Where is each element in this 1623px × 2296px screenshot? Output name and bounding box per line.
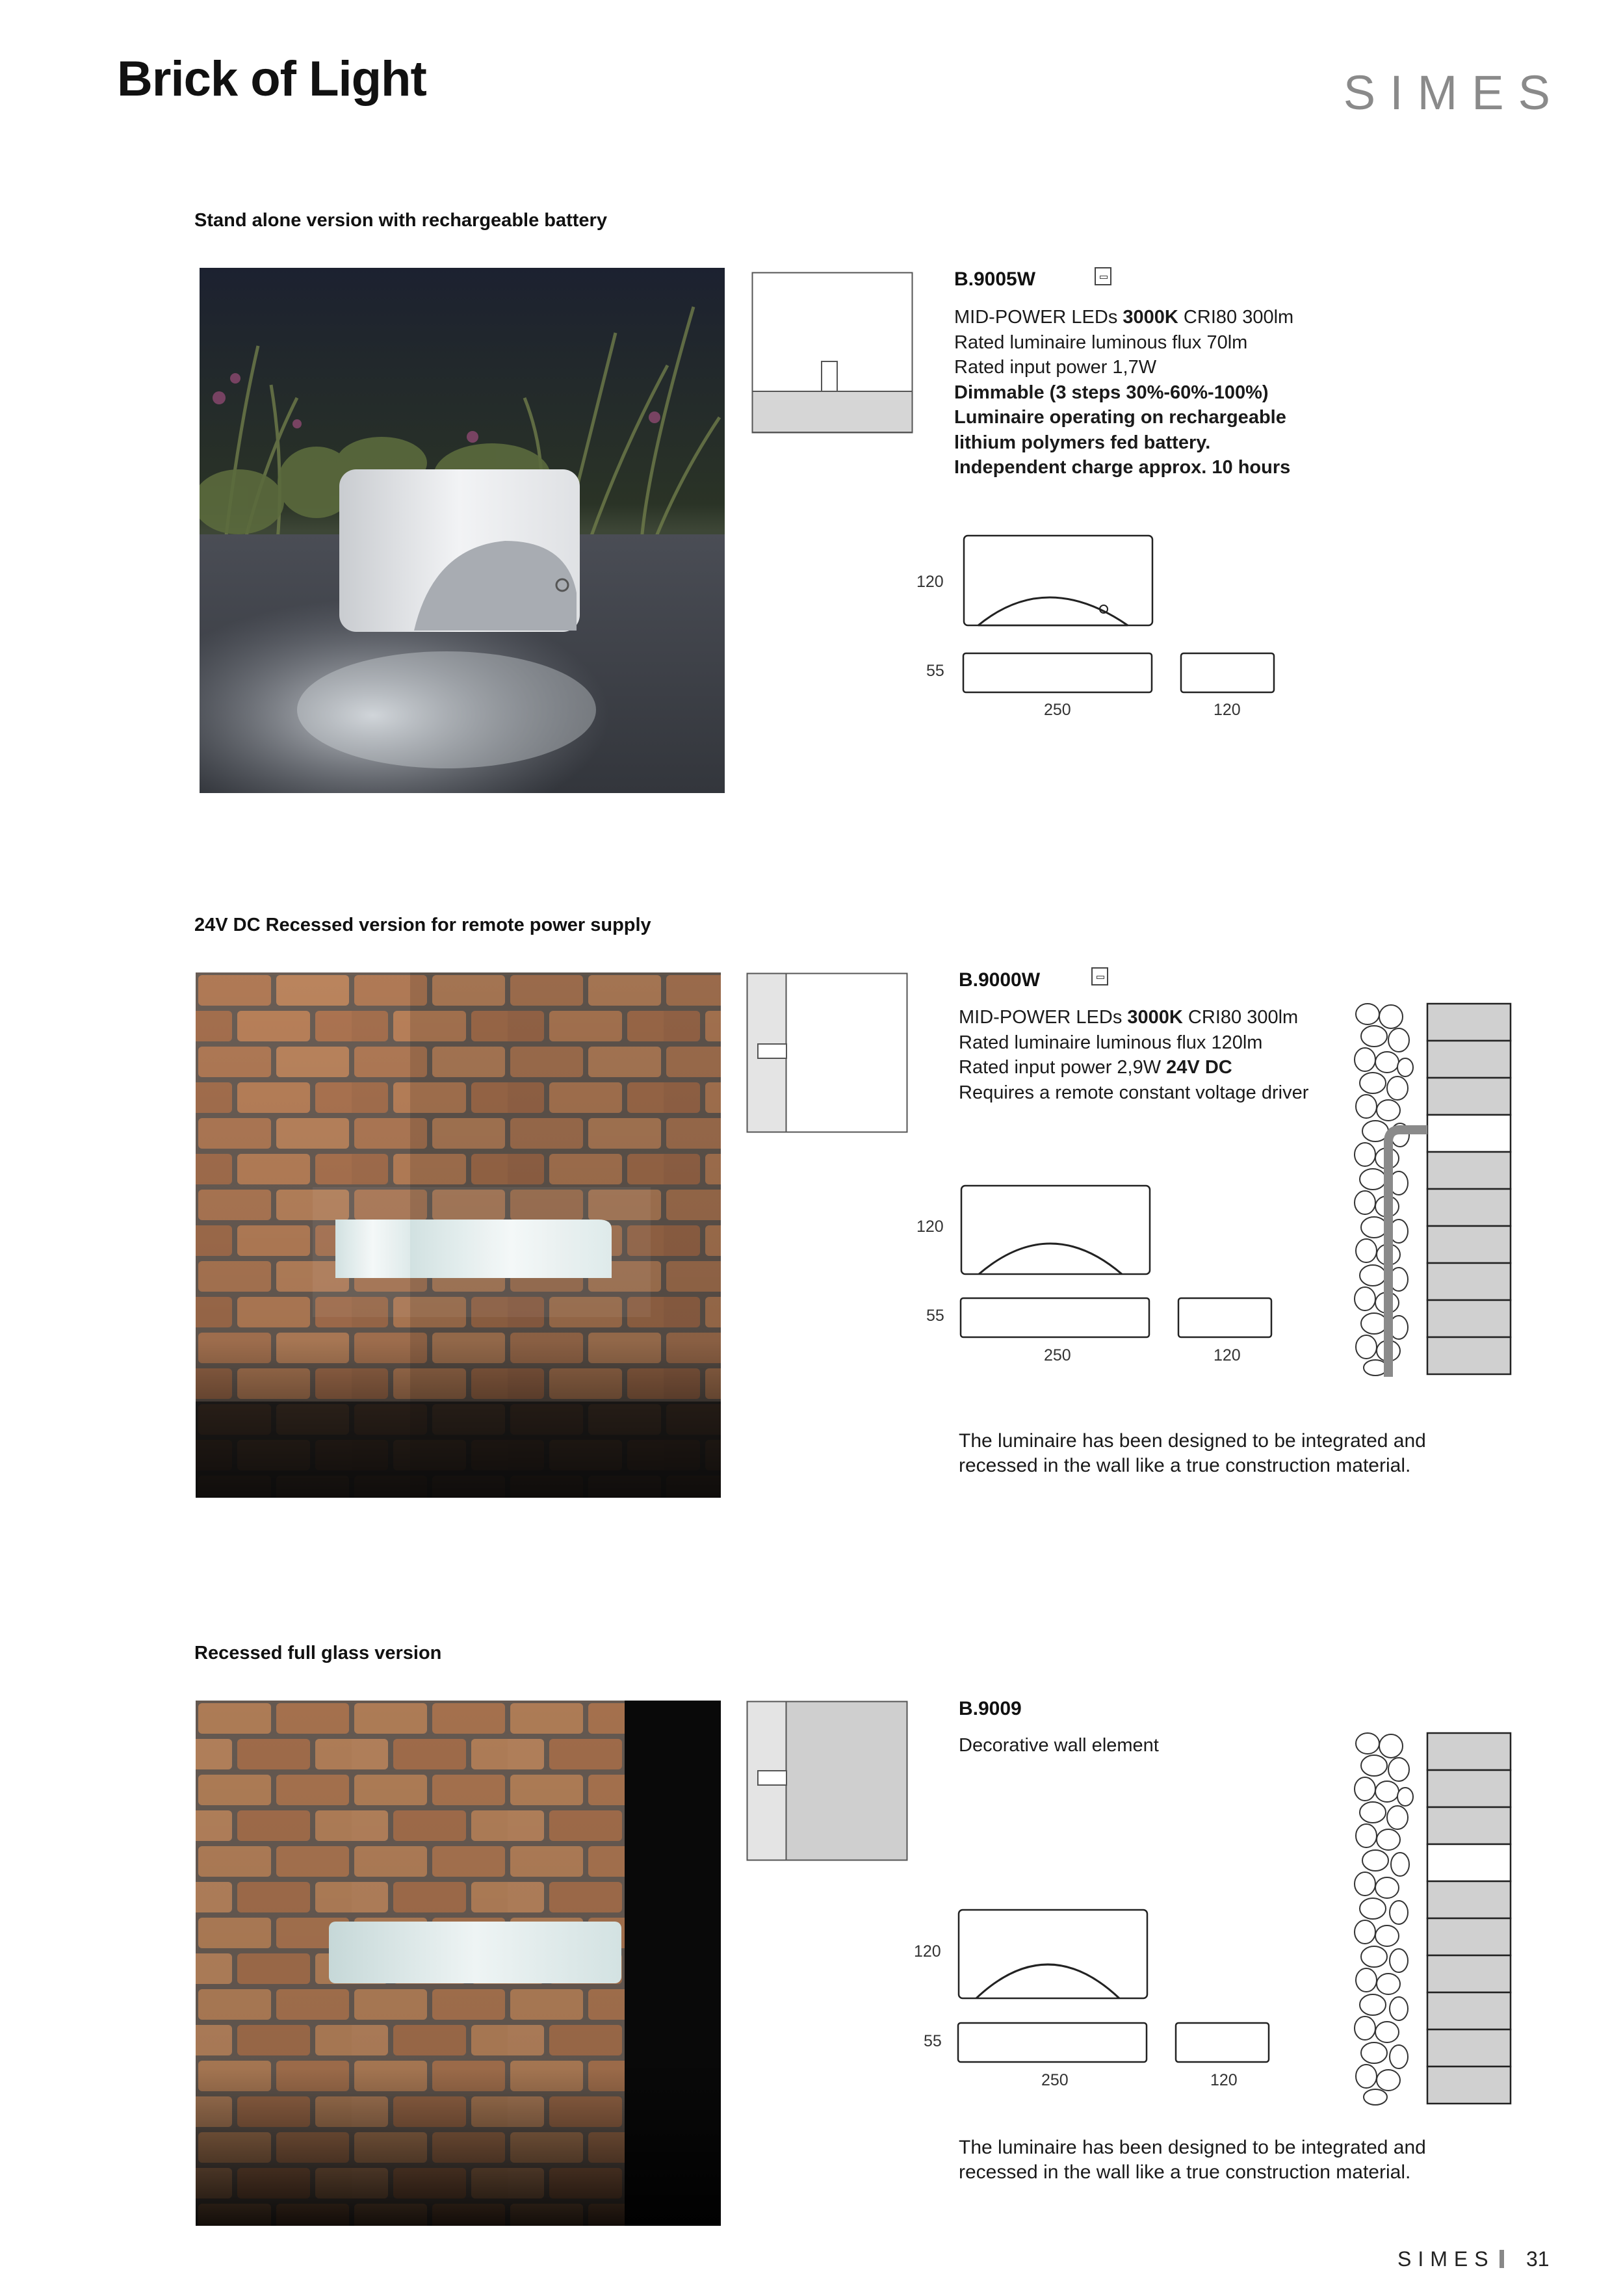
page-title: Brick of Light bbox=[117, 51, 426, 107]
spec-line: Luminaire operating on rechargeable bbox=[954, 407, 1286, 428]
dimension-side: 120 bbox=[1214, 1346, 1241, 1364]
front-view-drawing bbox=[950, 1905, 1152, 2005]
side-view-drawing bbox=[1177, 1297, 1273, 1342]
side-view-drawing bbox=[1175, 2022, 1271, 2067]
dimension-side: 120 bbox=[1214, 701, 1241, 719]
spec-list bbox=[959, 1005, 1308, 1105]
spec-line: Rated luminaire luminous flux 120lm bbox=[959, 1032, 1263, 1053]
wall-section-diagram bbox=[1353, 1002, 1513, 1380]
spec-line: Requires a remote constant voltage driver bbox=[959, 1082, 1309, 1103]
side-view-drawing bbox=[1180, 652, 1276, 698]
spec-line: Rated input power 2,9W 24V DC bbox=[959, 1057, 1232, 1078]
product-code: B.9000W bbox=[959, 969, 1041, 991]
spec-line: MID-POWER LEDs 3000K CRI80 300lm bbox=[959, 1007, 1299, 1028]
dimension-height: 120 bbox=[916, 573, 944, 591]
battery-icon bbox=[1095, 267, 1111, 285]
mounting-diagram-standalone bbox=[751, 272, 914, 437]
dimension-depth: 55 bbox=[926, 1307, 944, 1325]
product-code: B.9005W bbox=[954, 268, 1036, 290]
section-heading-full-glass: Recessed full glass version bbox=[194, 1643, 442, 1663]
spec-line: lithium polymers fed battery. bbox=[954, 432, 1211, 453]
dimension-height: 120 bbox=[916, 1218, 944, 1236]
footer-brand: SIMES bbox=[1397, 2247, 1495, 2271]
spec-list bbox=[954, 305, 1293, 480]
dimension-depth: 55 bbox=[924, 2032, 942, 2050]
dimension-side: 120 bbox=[1210, 2071, 1238, 2089]
recessed-icon bbox=[1091, 967, 1108, 985]
spec-line: MID-POWER LEDs 3000K CRI80 300lm bbox=[954, 307, 1294, 328]
spec-line: Dimmable (3 steps 30%-60%-100%) bbox=[954, 382, 1269, 403]
description-note: The luminaire has been designed to be integrated and recessed in the wall like a true construction material. bbox=[959, 2137, 1426, 2183]
dimension-width: 250 bbox=[1044, 1346, 1071, 1364]
footer-separator bbox=[1500, 2250, 1504, 2268]
dimension-height: 120 bbox=[914, 1942, 941, 1961]
mounting-diagram-full-glass bbox=[746, 1701, 909, 1865]
spec-line: Independent charge approx. 10 hours bbox=[954, 457, 1291, 478]
product-code: B.9009 bbox=[959, 1698, 1022, 1719]
section-heading-standalone: Stand alone version with rechargeable battery bbox=[194, 210, 607, 231]
mounting-diagram-recessed bbox=[746, 972, 909, 1137]
front-view-drawing bbox=[955, 530, 1157, 639]
spec-line: Decorative wall element bbox=[959, 1735, 1159, 1756]
top-view-drawing bbox=[962, 652, 1154, 698]
top-view-drawing bbox=[959, 1297, 1151, 1342]
description-note: The luminaire has been designed to be integrated and recessed in the wall like a true construction material. bbox=[959, 1430, 1426, 1476]
section-heading-recessed: 24V DC Recessed version for remote power supply bbox=[194, 915, 651, 935]
dimension-depth: 55 bbox=[926, 662, 944, 680]
top-view-drawing bbox=[957, 2022, 1149, 2067]
product-photo-full-glass bbox=[196, 1701, 721, 2226]
product-photo-recessed bbox=[196, 972, 721, 1498]
dimension-width: 250 bbox=[1044, 701, 1071, 719]
page-number: 31 bbox=[1526, 2247, 1550, 2271]
product-photo-standalone bbox=[200, 268, 725, 793]
dimension-width: 250 bbox=[1041, 2071, 1069, 2089]
wall-section-diagram bbox=[1353, 1732, 1513, 2109]
spec-line: Rated input power 1,7W bbox=[954, 357, 1157, 378]
spec-list bbox=[959, 1733, 1159, 1758]
spec-line: Rated luminaire luminous flux 70lm bbox=[954, 332, 1248, 353]
front-view-drawing bbox=[953, 1181, 1154, 1281]
brand-logo: SIMES bbox=[1343, 66, 1565, 120]
